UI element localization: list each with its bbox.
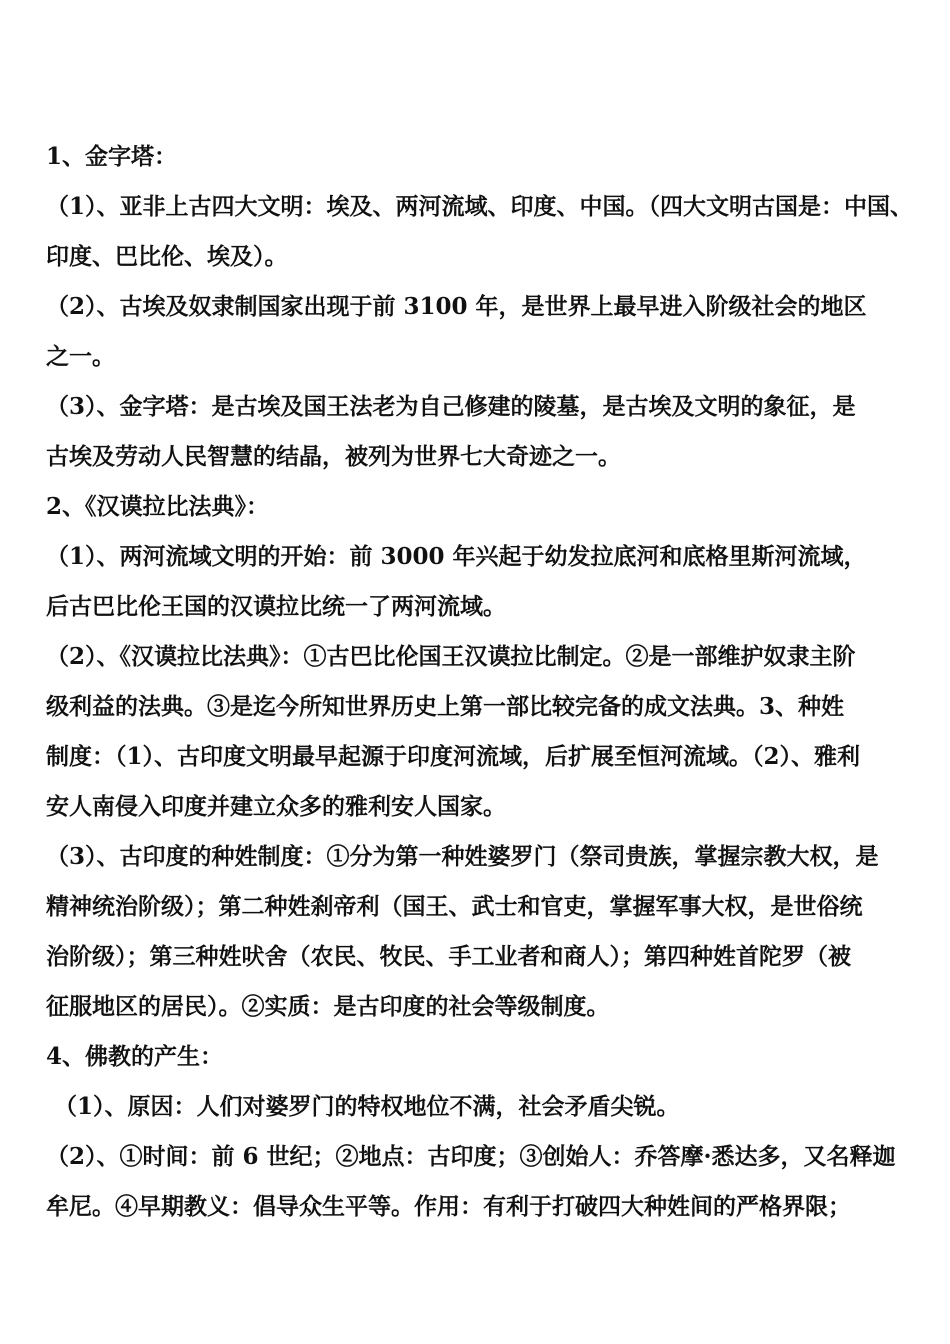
paragraph-line: 安人南侵入印度并建立众多的雅利安人国家。 [46, 793, 506, 820]
paragraph-line: 征服地区的居民）。②实质：是古印度的社会等级制度。 [46, 993, 610, 1020]
heading-pyramid: 1、金字塔： [46, 143, 178, 170]
paragraph-line: 制度：（1）、古印度文明最早起源于印度河流域，后扩展至恒河流域。（2）、雅利 [46, 743, 861, 770]
paragraph-line: （2）、《汉谟拉比法典》：①古巴比伦国王汉谟拉比制定。②是一部维护奴隶主阶 [46, 643, 856, 670]
document-body [46, 132, 914, 1232]
heading-hammurabi-code: 2、《汉谟拉比法典》： [46, 493, 270, 520]
paragraph-line: （3）、古印度的种姓制度：①分为第一种姓婆罗门（祭司贵族，掌握宗教大权，是 [46, 843, 879, 870]
paragraph-line: （1）、两河流域文明的开始：前 3000 年兴起于幼发拉底河和底格里斯河流域， [46, 543, 867, 570]
paragraph-line: （3）、金字塔：是古埃及国王法老为自己修建的陵墓，是古埃及文明的象征，是 [46, 393, 856, 420]
paragraph-line: 后古巴比伦王国的汉谟拉比统一了两河流域。 [46, 593, 506, 620]
paragraph-line: 级利益的法典。③是迄今所知世界历史上第一部比较完备的成文法典。3、种姓 [46, 693, 845, 720]
paragraph-line: （1）、亚非上古四大文明：埃及、两河流域、印度、中国。（四大文明古国是：中国、 [46, 193, 914, 220]
heading-buddhism: 4、佛教的产生： [46, 1043, 224, 1070]
paragraph-line: 精神统治阶级）；第二种姓刹帝利（国王、武士和官吏，掌握军事大权，是世俗统 [46, 893, 863, 920]
paragraph-line: （1）、原因：人们对婆罗门的特权地位不满，社会矛盾尖锐。 [54, 1093, 680, 1120]
paragraph-line: 古埃及劳动人民智慧的结晶，被列为世界七大奇迹之一。 [46, 443, 621, 470]
paragraph-line: 治阶级）；第三种姓吠舍（农民、牧民、手工业者和商人）；第四种姓首陀罗（被 [46, 943, 851, 970]
paragraph-line: 印度、巴比伦、埃及）。 [46, 243, 288, 270]
paragraph-line: 牟尼。④早期教义：倡导众生平等。作用：有利于打破四大种姓间的严格界限； [46, 1193, 851, 1220]
paragraph-line: （2）、古埃及奴隶制国家出现于前 3100 年，是世界上最早进入阶级社会的地区 [46, 293, 867, 320]
paragraph-line: （2）、①时间：前 6 世纪；②地点：古印度；③创始人：乔答摩·悉达多，又名释迦 [46, 1143, 896, 1170]
paragraph-line: 之一。 [46, 343, 115, 370]
